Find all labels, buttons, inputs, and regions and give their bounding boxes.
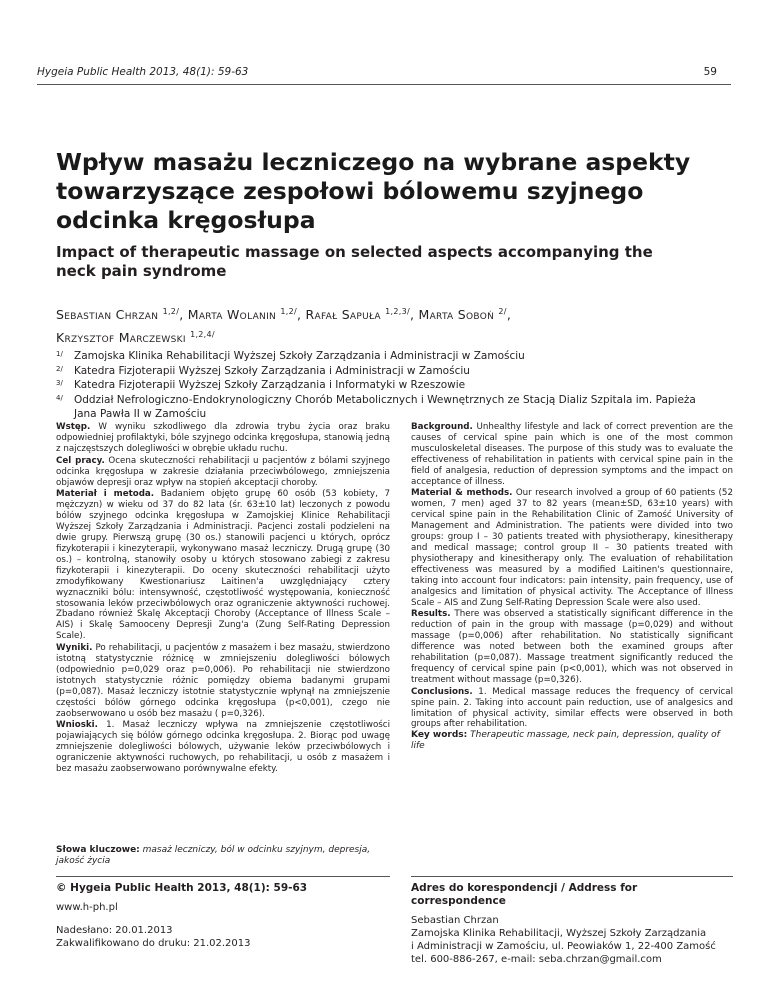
affiliation: 1/ Zamojska Klinika Rehabilitacji Wyższej Szkoły Zarządzania i Administracji w Zamościu — [56, 350, 525, 362]
abstract-section: Cel pracy. Ocena skuteczności rehabilitacji u pacjentów z bólami szyjnego odcinka kręgosłupa w zakresie działania przeciwbólowego, zmniejszenia objawów depresji oraz wpływ na stopień akceptacji choroby. — [56, 455, 391, 488]
footer-rule-left — [56, 876, 390, 877]
correspondence-line: tel. 600-886-267, e-mail: seba.chrzan@gmail.com — [411, 954, 662, 965]
keywords-polish: Słowa kluczowe: masaż leczniczy, ból w odcinku szyjnym, depresja, jakość życia — [56, 845, 371, 866]
author: Marta Wolanin $^{1,2/}$, — [187, 307, 306, 323]
abstract-section: Material & methods. Our research involved a group of 60 patients (52 women, 7 men) aged 37 to 82 years (mean±SD, 63±10 years) with cervical spine pain in the Rehabilitation Clinic of Zamość University of Management and Administration. The patients were divided into two groups: group I – 30 patients treated with physiotherapy, kinesitherapy and medical massage; control group II – 30 patients treated with physiotherapy and kinesitherapy only. The evaluation of rehabilitation effectiveness was measured by a modified Laitinen's questionnaire, taking into account four indicators: pain intensity, pain frequency, use of analgesics and limitation of physical activity. The Acceptance of Illness Scale – AIS and Zung Self-Rating Depression Scale were also used. — [411, 488, 733, 608]
article-title: Wpływ masażu leczniczego na wybrane aspekty towarzyszące zespołowi bólowemu szyjnego odcinka kręgosłupa — [56, 148, 691, 234]
correspondence-line: Sebastian Chrzan — [411, 915, 499, 926]
abstract-section: Wnioski. 1. Masaż leczniczy wpływa na zmniejszenie częstotliwości pojawiających się bólów górnego odcinka kręgosłupa. 2. Biorąc pod uwagę zmniejszenie dolegliwości bólowych, używanie leków przeciwbólowych i ograniczenie aktywności ruchowych, po rehabilitacji, u osób z masażem i bez masażu zaobserwowano porównywalne efekty. — [56, 720, 390, 775]
running-header — [37, 66, 731, 78]
affiliation: 2/ Katedra Fizjoterapii Wyższej Szkoły Zarządzania i Administracji w Zamościu — [56, 364, 470, 377]
abstract-section: Background. Unhealthy lifestyle and lack of correct prevention are the causes of cervical spine pain which is one of the most common musculoskeletal diseases. The purpose of this study was to evaluate the effectiveness of rehabilitation in patients with cervical spine pain in the field of analgesia, reduction of depression symptoms and the impact on acceptance of illness. — [411, 422, 733, 487]
publication-info — [56, 882, 390, 950]
author: Krzysztof Marczewski $^{1,2,4/}$ — [56, 330, 215, 346]
abstract-english — [411, 422, 733, 731]
author-list — [56, 302, 716, 348]
correspondence-address — [411, 882, 733, 966]
abstract-section: Results. There was observed a statistically significant difference in the reduction of pain in the group with massage (p=0,029) and without massage (p=0,006) after rehabilitation. No statistically significant difference was noted between both the examined groups after rehabilitation (p=0,087). Massage treatment significantly reduced the frequency of cervical spine pain (p<0,001), which was not observed in treatment without massage (p=0,326). — [411, 609, 733, 685]
abstract-section: Wyniki. Po rehabilitacji, u pacjentów z masażem i bez masażu, stwierdzono istotną statystycznie różnicę w zmniejszeniu dolegliwości bólowych (odpowiednio p=0,029 oraz p=0,006). Po rehabilitacji nie stwierdzono istotnych statystycznie różnic pomiędzy obiema badanymi grupami (p=0,087). Masaż leczniczy istotnie statystycznie wpłynął na zmniejszenie częstości bólów górnego odcinka kręgosłupa (p<0,001), czego nie zaobserwowano u osób bez masażu ( p=0,326). — [56, 643, 390, 719]
affiliations — [56, 349, 716, 422]
correspondence-line: i Administracji w Zamościu, ul. Peowiaków 1, 22-400 Zamość — [411, 941, 716, 952]
received-date: Nadesłano: 20.01.2013 — [56, 925, 173, 936]
author: Rafał Sapuła $^{1,2,3/}$, — [305, 307, 419, 323]
accepted-date: Zakwalifikowano do druku: 21.02.2013 — [56, 938, 251, 949]
affiliation: 4/ Oddział Nefrologiczno-Endokrynologiczny Chorób Metabolicznych i Wewnętrznych ze Stacją Dializ Szpitala im. Papieża Jana Pawła II w Zamościu — [56, 393, 696, 420]
journal-url[interactable]: www.h-ph.pl — [56, 902, 118, 913]
correspondence-line: Zamojska Klinika Rehabilitacji, Wyższej Szkoły Zarządzania — [411, 928, 707, 939]
correspondence-heading: Adres do korespondencji / Address for correspondence — [411, 882, 638, 907]
footer-rule-right — [411, 876, 733, 877]
header-rule — [37, 84, 731, 85]
abstract-polish — [56, 422, 390, 776]
author: Marta Soboń $^{2/}$, — [418, 307, 512, 323]
abstract-section: Conclusions. 1. Medical massage reduces the frequency of cervical spine pain. 2. Taking into account pain reduction, use of analgesics and limitation of physical activity, similar effects were observed in both groups after rehabilitation. — [411, 686, 733, 730]
author: Sebastian Chrzan $^{1,2/}$, — [56, 307, 188, 323]
journal-citation: Hygeia Public Health 2013, 48(1): 59-63 — [37, 66, 249, 78]
keywords-english: Key words: Therapeutic massage, neck pain, depression, quality of life — [411, 730, 720, 751]
page-number: 59 — [703, 66, 717, 78]
article-subtitle: Impact of therapeutic massage on selected aspects accompanying the neck pain syndrome — [56, 243, 653, 280]
abstract-section: Materiał i metoda. Badaniem objęto grupę 60 osób (53 kobiety, 7 mężczyzn) w wieku od 37 do 82 lata (śr. 63±10 lat) leczonych z powodu bólów szyjnego odcinka kręgosłupa w Zamojskiej Klinice Rehabilitacji Wyższej Szkoły Zarządzania i Administracji. Pacjenci zostali podzieleni na dwie grupy. Pierwszą grupę (30 os.) stanowili pacjenci u których, oprócz fizykoterapii i kinezyterapii, wykonywano masaż leczniczy. Drugą grupę (30 os.) – kontrolną, stanowiły osoby u których stosowano zabiegi z zakresu fizykoterapii i kinezyterapii. Do oceny skuteczności rehabilitacji użyto zmodyfikowany Kwestionariusz Laitinen'a uwzględniający cztery wyznaczniki bólu: intensywność, częstotliwość występowania, konieczność stosowania leków przeciwbólowych oraz ograniczenie aktywności ruchowej. Zbadano również Skalę Akceptacji Choroby (Acceptance of Illness Scale – AIS) i Skalę Samooceny Depresji Zung'a (Zung Self-Rating Depression Scale). — [56, 489, 390, 642]
copyright: © Hygeia Public Health 2013, 48(1): 59-63 — [56, 882, 308, 894]
affiliation: 3/ Katedra Fizjoterapii Wyższej Szkoły Zarządzania i Informatyki w Rzeszowie — [56, 379, 466, 391]
abstract-section: Wstęp. W wyniku szkodliwego dla zdrowia trybu życia oraz braku odpowiedniej profilaktyki, bóle szyjnego odcinka kręgosłupa, stanowią jedną z najczęstszych dolegliwości w obrębie układu ruchu. — [56, 422, 390, 454]
